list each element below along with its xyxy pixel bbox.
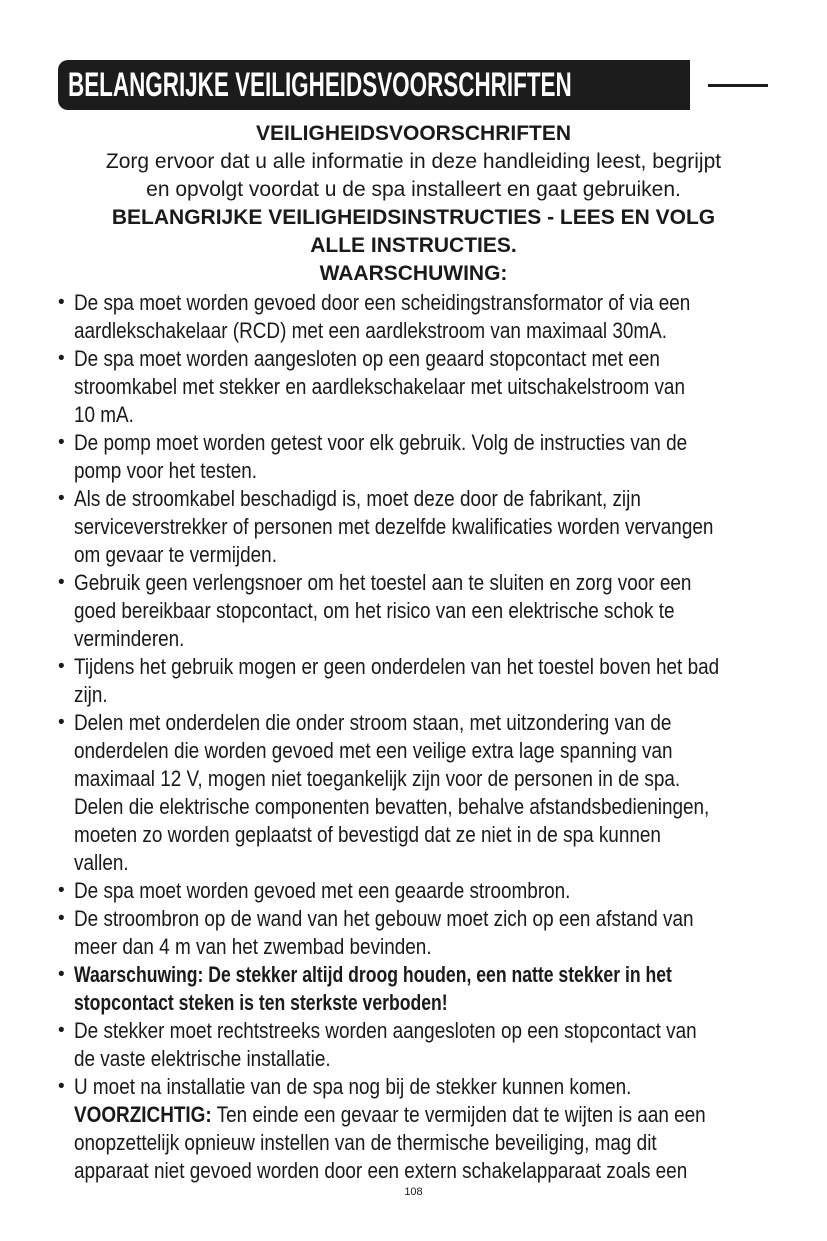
item-line: De spa moet worden gevoed met een geaarde stroombron.	[74, 878, 571, 903]
list-item	[58, 429, 778, 485]
list-item	[58, 1073, 778, 1101]
list-item	[58, 653, 778, 709]
intro-line-2: en opvolgt voordat u de spa installeert en gaat gebruiken.	[146, 178, 681, 201]
item-line: Delen die elektrische componenten bevatten, behalve afstandsbedieningen,	[74, 794, 710, 819]
item-line: De pomp moet worden getest voor elk gebruik. Volg de instructies van de	[74, 430, 688, 455]
intro-line-1: Zorg ervoor dat u alle informatie in deze handleiding leest, begrijpt	[105, 150, 722, 173]
list-item	[58, 709, 778, 877]
bullet: •	[58, 908, 65, 929]
item-line: goed bereikbaar stopcontact, om het risico van een elektrische schok te	[74, 598, 675, 623]
list-item	[58, 485, 778, 569]
item-line: De spa moet worden aangesloten op een geaard stopcontact met een	[74, 346, 660, 371]
list-item-warning	[58, 961, 778, 1017]
intro-block	[50, 120, 777, 288]
item-line: stroomkabel met stekker en aardlekschakelaar met uitschakelstroom van	[74, 374, 685, 399]
important-line-2: ALLE INSTRUCTIES.	[310, 234, 517, 257]
safety-list	[58, 289, 778, 1185]
item-line: verminderen.	[74, 626, 185, 651]
item-line: vallen.	[74, 850, 129, 875]
caution-note	[58, 1101, 778, 1185]
item-line: 10 mA.	[74, 402, 134, 427]
caution-label: VOORZICHTIG:	[74, 1102, 212, 1127]
list-item	[58, 569, 778, 653]
item-line: meer dan 4 m van het zwembad bevinden.	[74, 934, 432, 959]
item-line: om gevaar te vermijden.	[74, 542, 277, 567]
warning-heading: WAARSCHUWING:	[319, 262, 508, 285]
page-title: BELANGRIJKE VEILIGHEIDSVOORSCHRIFTEN	[68, 66, 572, 104]
bullet: •	[58, 712, 65, 733]
list-item	[58, 289, 778, 345]
list-item	[58, 345, 778, 429]
caution-line-2: onopzettelijk opnieuw instellen van de thermische beveiliging, mag dit	[74, 1130, 657, 1155]
item-line: Delen met onderdelen die onder stroom staan, met uitzondering van de	[74, 710, 672, 735]
important-line-1: BELANGRIJKE VEILIGHEIDSINSTRUCTIES - LEES EN VOLG	[111, 206, 716, 229]
caution-line-1	[74, 1101, 779, 1129]
item-line: Tijdens het gebruik mogen er geen onderdelen van het toestel boven het bad	[74, 654, 720, 679]
bullet: •	[58, 348, 65, 369]
item-line: moeten zo worden geplaatst of bevestigd dat ze niet in de spa kunnen	[74, 822, 661, 847]
bullet: •	[58, 964, 65, 985]
caution-line-3: apparaat niet gevoed worden door een extern schakelapparaat zoals een	[74, 1158, 688, 1183]
header-rule	[708, 84, 768, 87]
item-line: zijn.	[74, 682, 108, 707]
bullet: •	[58, 1076, 65, 1097]
bullet: •	[58, 572, 65, 593]
list-item	[58, 905, 778, 961]
bullet: •	[58, 488, 65, 509]
bullet: •	[58, 656, 65, 677]
bullet: •	[58, 432, 65, 453]
item-line: pomp voor het testen.	[74, 458, 258, 483]
caution-line-1-text: Ten einde een gevaar te vermijden dat te wijten is aan een	[211, 1102, 706, 1127]
item-line: De stekker moet rechtstreeks worden aangesloten op een stopcontact van	[74, 1018, 697, 1043]
item-line: U moet na installatie van de spa nog bij de stekker kunnen komen.	[74, 1074, 632, 1099]
bullet: •	[58, 1020, 65, 1041]
item-line: De spa moet worden gevoed door een scheidingstransformator of via een	[74, 290, 691, 315]
item-line: aardlekschakelaar (RCD) met een aardlekstroom van maximaal 30mA.	[74, 318, 668, 343]
bullet: •	[58, 292, 65, 313]
item-line: Als de stroomkabel beschadigd is, moet deze door de fabrikant, zijn	[74, 486, 641, 511]
item-line: stopcontact steken is ten sterkste verboden!	[74, 990, 448, 1015]
item-line: serviceverstrekker of personen met dezelfde kwalificaties worden vervangen	[74, 514, 714, 539]
list-item	[58, 1017, 778, 1073]
bullet: •	[58, 880, 65, 901]
item-line: De stroombron op de wand van het gebouw moet zich op een afstand van	[74, 906, 694, 931]
list-item	[58, 877, 778, 905]
item-line: maximaal 12 V, mogen niet toegankelijk zijn voor de personen in de spa.	[74, 766, 681, 791]
item-line: de vaste elektrische installatie.	[74, 1046, 331, 1071]
item-line: Gebruik geen verlengsnoer om het toestel aan te sluiten en zorg voor een	[74, 570, 692, 595]
item-line: Waarschuwing: De stekker altijd droog houden, een natte stekker in het	[74, 962, 672, 987]
item-line: onderdelen die worden gevoed met een veilige extra lage spanning van	[74, 738, 673, 763]
section-subtitle: VEILIGHEIDSVOORSCHRIFTEN	[255, 122, 572, 145]
page-number: 108	[404, 1186, 423, 1198]
